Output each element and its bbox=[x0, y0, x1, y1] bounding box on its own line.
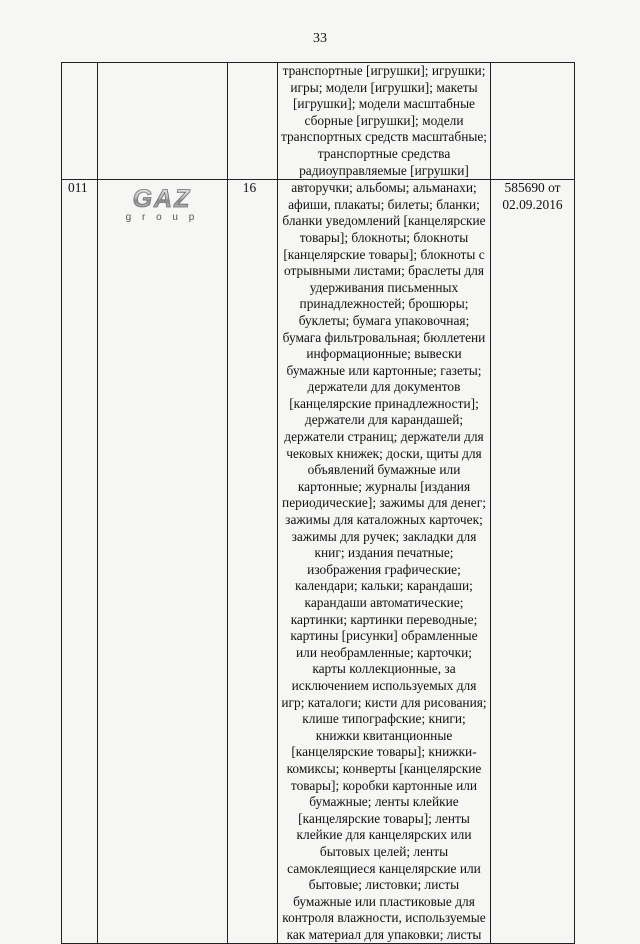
gaz-group-logo-icon bbox=[110, 186, 214, 224]
row-number: 011 bbox=[68, 180, 88, 196]
cell-logo bbox=[98, 180, 228, 944]
cell-goods-continued bbox=[278, 63, 491, 180]
logo-sub-text: g r o u p bbox=[125, 212, 199, 224]
trademark-table bbox=[61, 62, 575, 944]
cell-class-empty bbox=[228, 63, 278, 180]
page-number: 33 bbox=[313, 31, 327, 46]
cell-registration-empty bbox=[491, 63, 575, 180]
goods-list: авторучки; альбомы; альманахи; афиши, плакаты; билеты; бланки; бланки уведомлений [канцелярские товары]; блокноты; блокноты [канцелярские товары]; блокноты с отрывными листами; браслеты для удерживания письменных принадлежностей; брошюры; буклеты; бумага упаковочная; бумага фильтровальная; бюллетени информационные; вывески бумажные или картонные; газеты; держатели для документов [канцелярские принадлежности]; держатели для карандашей; держатели страниц; держатели для чековых книжек; доски, щиты для объявлений бумажные или картонные; журналы [издания периодические]; зажимы для денег; зажимы для каталожных карточек; зажимы для ручек; закладки для книг; издания печатные; изображения графические; календари; кальки; карандаши; карандаши автоматические; картинки; картинки переводные; картины [рисунки] обрамленные или необрамленные; карточки; карты коллекционные, за исключением используемых для игр; каталоги; кисти для рисования; клише типографские; книги; книжки квитанционные [канцелярские товары]; книжки-комиксы; конверты [канцелярские товары]; коробки картонные или бумажные; ленты клейкие [канцелярские товары]; ленты клейкие для канцелярских или бытовых целей; ленты самоклеящиеся канцелярские или бытовые; листовки; листы бумажные или пластиковые для контроля влажности, используемые как материал для упаковки; листы bbox=[281, 180, 487, 942]
gaz-group-logo bbox=[98, 180, 227, 224]
registration-info: 585690 от 02.09.2016 bbox=[502, 180, 563, 212]
cell-registration bbox=[491, 180, 575, 944]
cell-number-empty bbox=[62, 63, 98, 180]
logo-main-text: GAZ bbox=[132, 185, 192, 214]
cell-goods bbox=[278, 180, 491, 944]
table-row-continued bbox=[62, 63, 575, 180]
cell-class bbox=[228, 180, 278, 944]
cell-number bbox=[62, 180, 98, 944]
cell-logo-empty bbox=[98, 63, 228, 180]
nice-class: 16 bbox=[242, 180, 257, 196]
table-row bbox=[62, 180, 575, 944]
goods-list-continued: транспортные [игрушки]; игрушки; игры; модели [игрушки]; макеты [игрушки]; модели масштабные сборные [игрушки]; модели транспортных средств масштабные; транспортные средства радиоуправляемые [игрушки] bbox=[280, 63, 488, 178]
